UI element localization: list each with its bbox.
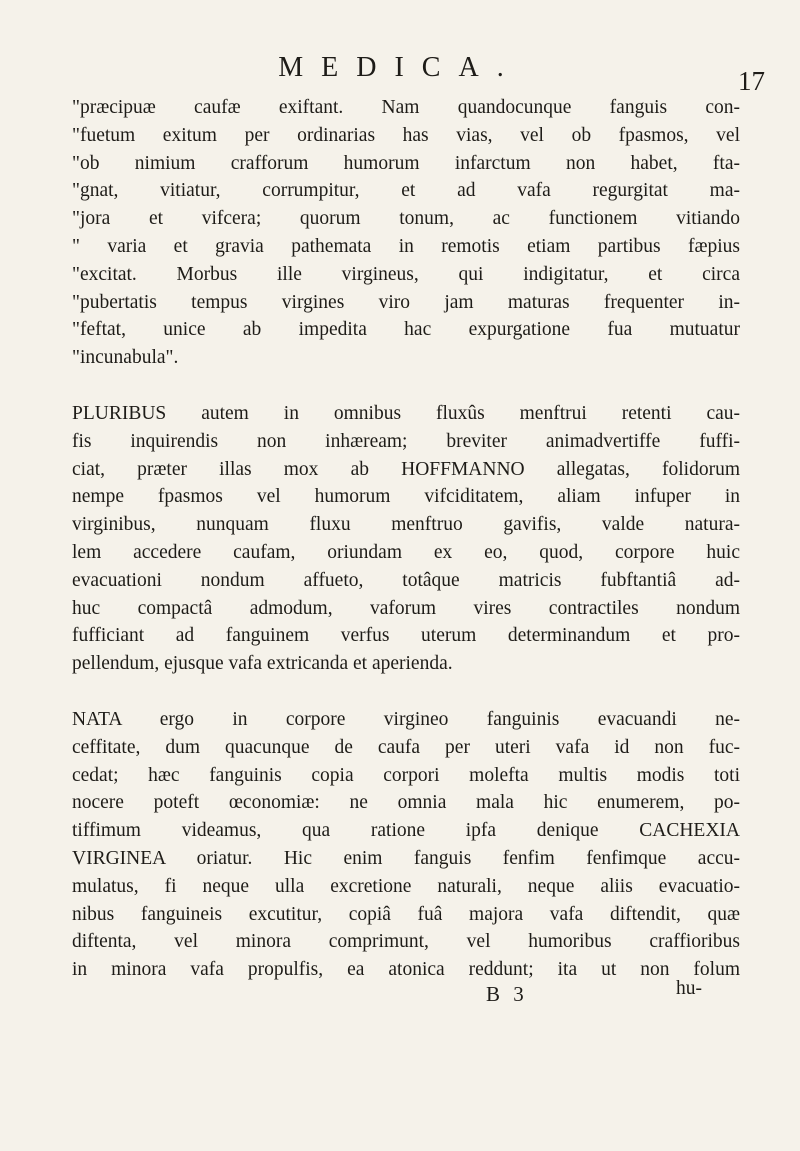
text-line: evacuationi nondum affueto, totâque matricis fubftantiâ ad- — [72, 569, 740, 591]
text-line: lem accedere caufam, oriundam ex eo, quod, corpore huic — [72, 541, 740, 563]
paragraph-gap — [72, 678, 740, 706]
body-text — [72, 94, 740, 1011]
text-line: PLURIBUS autem in omnibus fluxûs menftrui retenti cau- — [72, 402, 740, 424]
page-number: 17 — [738, 66, 765, 96]
text-line: "gnat, vitiatur, corrumpitur, et ad vafa regurgitat ma- — [72, 180, 740, 202]
text-line: " varia et gravia pathemata in remotis etiam partibus fæpius — [72, 235, 740, 257]
text-line: "feftat, unice ab impedita hac expurgatione fua mutuatur — [72, 319, 740, 341]
text-line: nocere poteft œconomiæ: ne omnia mala hic enumerem, po- — [72, 792, 740, 814]
text-line: pellendum, ejusque vafa extricanda et aperienda. — [72, 653, 453, 675]
text-line: ceffitate, dum quacunque de caufa per uteri vafa id non fuc- — [72, 736, 740, 758]
text-line: "pubertatis tempus virgines viro jam maturas frequenter in- — [72, 291, 740, 313]
text-line: "ob nimium crafforum humorum infarctum non habet, fta- — [72, 152, 740, 174]
paragraph-nata — [72, 706, 740, 984]
text-line: mulatus, fi neque ulla excretione naturali, neque aliis evacuatio- — [72, 875, 740, 897]
text-line: "fuetum exitum per ordinarias has vias, vel ob fpasmos, vel — [72, 124, 740, 146]
paragraph-quotation — [72, 94, 740, 372]
paragraph-pluribus — [72, 400, 740, 678]
text-line: tiffimum videamus, qua ratione ipfa denique CACHEXIA — [72, 820, 740, 842]
text-line: nibus fanguineis excutitur, copiâ fuâ majora vafa diftendit, quæ — [72, 903, 740, 925]
paragraph-gap — [72, 372, 740, 400]
text-line: huc compactâ admodum, vaforum vires contractiles nondum — [72, 597, 740, 619]
page-footer — [72, 977, 740, 1011]
catchword: hu- — [676, 977, 702, 999]
signature-mark: B 3 — [486, 981, 528, 1006]
text-line: diftenta, vel minora comprimunt, vel humoribus craffioribus — [72, 931, 740, 953]
text-line: "excitat. Morbus ille virgineus, qui indigitatur, et circa — [72, 263, 740, 285]
text-line: ciat, præter illas mox ab HOFFMANNO allegatas, folidorum — [72, 458, 740, 480]
text-line: cedat; hæc fanguinis copia corpori molefta multis modis toti — [72, 764, 740, 786]
text-line: NATA ergo in corpore virgineo fanguinis evacuandi ne- — [72, 708, 740, 730]
text-line: VIRGINEA oriatur. Hic enim fanguis fenfim fenfimque accu- — [72, 847, 740, 869]
text-line: virginibus, nunquam fluxu menftruo gavifis, valde natura- — [72, 514, 740, 536]
text-line: fis inquirendis non inhæream; breviter animadvertiffe fuffi- — [72, 430, 740, 452]
text-line: in minora vafa propulfis, ea atonica reddunt; ita ut non folum — [72, 959, 740, 981]
running-title: MEDICA. — [278, 52, 522, 83]
text-line: "præcipuæ caufæ exiftant. Nam quandocunque fanguis con- — [72, 97, 740, 118]
text-line: "incunabula". — [72, 347, 179, 369]
text-line: "jora et vifcera; quorum tonum, ac functionem vitiando — [72, 208, 740, 230]
text-line: fufficiant ad fanguinem verfus uterum determinandum et pro- — [72, 625, 740, 647]
text-line: nempe fpasmos vel humorum vifciditatem, aliam infuper in — [72, 486, 740, 508]
